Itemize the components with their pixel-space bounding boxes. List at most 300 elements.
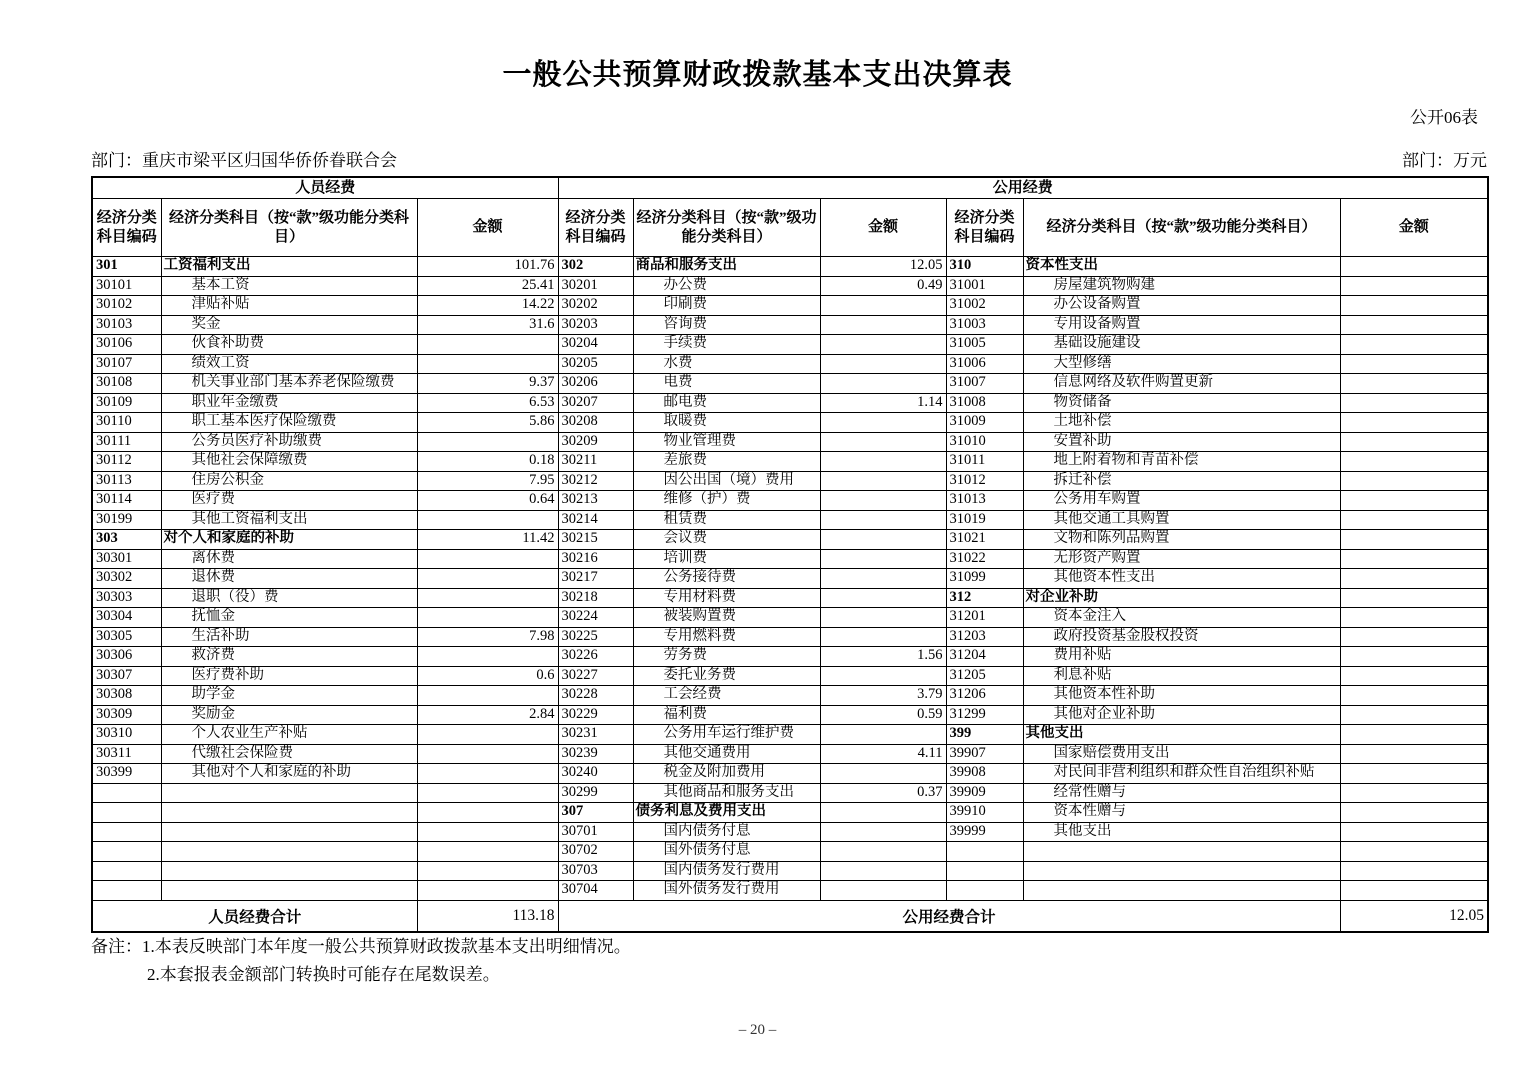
table-row: [92, 647, 1488, 667]
table-code-label: 公开06表: [1410, 108, 1478, 127]
column-header-code: 经济分类科目编码: [946, 199, 1023, 257]
cell-subject: 机关事业部门基本养老保险缴费: [161, 374, 417, 394]
cell-amount: [417, 608, 558, 628]
cell-code: 30211: [558, 452, 633, 472]
cell-amount: [417, 354, 558, 374]
cell-subject: 医疗费补助: [161, 666, 417, 686]
cell-subject: [1023, 861, 1340, 881]
column-header-amount: 金额: [820, 199, 946, 257]
cell-code: 310: [946, 257, 1023, 277]
cell-amount: 2.84: [417, 705, 558, 725]
unit-label: 部门：万元: [1402, 151, 1487, 170]
page-number: – 20 –: [738, 1022, 777, 1038]
cell-subject: 津贴补贴: [161, 296, 417, 316]
cell-code: 30310: [92, 725, 161, 745]
cell-code: 30107: [92, 354, 161, 374]
cell-subject: 大型修缮: [1023, 354, 1340, 374]
cell-subject: 工会经费: [633, 686, 820, 706]
cell-code: 303: [92, 530, 161, 550]
cell-amount: 4.11: [820, 744, 946, 764]
cell-amount: 12.05: [820, 257, 946, 277]
cell-code: 31012: [946, 471, 1023, 491]
footnote-1: 备注：1.本表反映部门本年度一般公共预算财政拨款基本支出明细情况。: [91, 937, 631, 956]
cell-amount: 14.22: [417, 296, 558, 316]
cell-code: 30305: [92, 627, 161, 647]
cell-amount: [820, 588, 946, 608]
cell-code: 39999: [946, 822, 1023, 842]
table-body: [92, 257, 1488, 901]
cell-subject: 地上附着物和青苗补偿: [1023, 452, 1340, 472]
personnel-total-amount: 113.18: [417, 900, 558, 932]
cell-amount: [820, 296, 946, 316]
cell-amount: [820, 432, 946, 452]
column-header-subject: 经济分类科目（按“款”级功能分类科目）: [161, 199, 417, 257]
cell-code: 30226: [558, 647, 633, 667]
table-row: [92, 257, 1488, 277]
cell-subject: 被装购置费: [633, 608, 820, 628]
table-row: [92, 374, 1488, 394]
cell-code: 30202: [558, 296, 633, 316]
cell-code: 301: [92, 257, 161, 277]
table-row: [92, 608, 1488, 628]
cell-subject: 基本工资: [161, 276, 417, 296]
table-header: [92, 177, 1488, 257]
cell-amount: [1340, 647, 1488, 667]
table-row: [92, 803, 1488, 823]
cell-amount: [1340, 315, 1488, 335]
cell-subject: 住房公积金: [161, 471, 417, 491]
section-header-personnel: 人员经费: [92, 177, 558, 199]
cell-code: [92, 881, 161, 901]
cell-amount: [417, 335, 558, 355]
public-total-label: 公用经费合计: [558, 900, 1340, 932]
cell-code: 30309: [92, 705, 161, 725]
table-row: [92, 686, 1488, 706]
footnotes: [91, 933, 631, 989]
cell-subject: 其他对企业补助: [1023, 705, 1340, 725]
section-header-row: [92, 177, 1488, 199]
cell-code: 30231: [558, 725, 633, 745]
cell-subject: 差旅费: [633, 452, 820, 472]
cell-code: 30112: [92, 452, 161, 472]
cell-amount: 7.95: [417, 471, 558, 491]
cell-subject: 手续费: [633, 335, 820, 355]
cell-code: [946, 842, 1023, 862]
cell-code: 31205: [946, 666, 1023, 686]
cell-subject: 其他社会保障缴费: [161, 452, 417, 472]
totals-row: [92, 900, 1488, 932]
cell-amount: 0.64: [417, 491, 558, 511]
cell-subject: 其他对个人和家庭的补助: [161, 764, 417, 784]
cell-subject: 绩效工资: [161, 354, 417, 374]
cell-subject: 其他交通费用: [633, 744, 820, 764]
table-row: [92, 413, 1488, 433]
cell-subject: 委托业务费: [633, 666, 820, 686]
cell-code: 30311: [92, 744, 161, 764]
cell-subject: 个人农业生产补贴: [161, 725, 417, 745]
cell-code: 31009: [946, 413, 1023, 433]
cell-amount: [820, 822, 946, 842]
cell-code: 30113: [92, 471, 161, 491]
cell-subject: 安置补助: [1023, 432, 1340, 452]
cell-subject: 资本性赠与: [1023, 803, 1340, 823]
cell-amount: [1340, 705, 1488, 725]
cell-code: 31006: [946, 354, 1023, 374]
section-header-public: 公用经费: [558, 177, 1488, 199]
table-row: [92, 549, 1488, 569]
cell-amount: 25.41: [417, 276, 558, 296]
cell-amount: [1340, 744, 1488, 764]
cell-subject: 工资福利支出: [161, 257, 417, 277]
table-row: [92, 588, 1488, 608]
cell-amount: [1340, 335, 1488, 355]
cell-code: 30702: [558, 842, 633, 862]
cell-subject: 退休费: [161, 569, 417, 589]
cell-subject: 劳务费: [633, 647, 820, 667]
table-row: [92, 744, 1488, 764]
cell-code: 30308: [92, 686, 161, 706]
cell-code: 30215: [558, 530, 633, 550]
cell-amount: 5.86: [417, 413, 558, 433]
cell-code: 30703: [558, 861, 633, 881]
cell-code: 307: [558, 803, 633, 823]
cell-subject: 职业年金缴费: [161, 393, 417, 413]
cell-subject: 国家赔偿费用支出: [1023, 744, 1340, 764]
cell-code: 30101: [92, 276, 161, 296]
cell-code: 302: [558, 257, 633, 277]
cell-code: [92, 803, 161, 823]
cell-amount: [417, 842, 558, 862]
cell-code: [92, 783, 161, 803]
cell-code: 30114: [92, 491, 161, 511]
cell-amount: [1340, 354, 1488, 374]
cell-code: 30306: [92, 647, 161, 667]
cell-subject: 拆迁补偿: [1023, 471, 1340, 491]
cell-code: 30207: [558, 393, 633, 413]
cell-amount: [1340, 374, 1488, 394]
cell-subject: 其他工资福利支出: [161, 510, 417, 530]
cell-amount: [820, 510, 946, 530]
table-row: [92, 491, 1488, 511]
cell-amount: [417, 744, 558, 764]
cell-amount: [417, 588, 558, 608]
cell-amount: [1340, 861, 1488, 881]
cell-amount: [820, 471, 946, 491]
cell-subject: 职工基本医疗保险缴费: [161, 413, 417, 433]
cell-amount: [820, 842, 946, 862]
cell-amount: [820, 335, 946, 355]
cell-amount: [1340, 627, 1488, 647]
cell-subject: 其他商品和服务支出: [633, 783, 820, 803]
cell-code: 31206: [946, 686, 1023, 706]
cell-amount: [1340, 764, 1488, 784]
cell-amount: [1340, 881, 1488, 901]
cell-subject: [161, 842, 417, 862]
table-row: [92, 725, 1488, 745]
table-row: [92, 432, 1488, 452]
cell-amount: 1.56: [820, 647, 946, 667]
cell-amount: [1340, 842, 1488, 862]
cell-subject: [161, 881, 417, 901]
cell-subject: 对个人和家庭的补助: [161, 530, 417, 550]
cell-subject: 印刷费: [633, 296, 820, 316]
cell-code: 30701: [558, 822, 633, 842]
cell-amount: [820, 530, 946, 550]
cell-subject: 物资储备: [1023, 393, 1340, 413]
cell-code: 30201: [558, 276, 633, 296]
cell-amount: [1340, 725, 1488, 745]
cell-subject: 债务利息及费用支出: [633, 803, 820, 823]
cell-amount: [1340, 510, 1488, 530]
cell-amount: [1340, 296, 1488, 316]
cell-subject: 退职（役）费: [161, 588, 417, 608]
cell-code: 30209: [558, 432, 633, 452]
cell-subject: 伙食补助费: [161, 335, 417, 355]
cell-code: 30216: [558, 549, 633, 569]
cell-amount: [1340, 783, 1488, 803]
cell-subject: 公务用车购置: [1023, 491, 1340, 511]
cell-amount: [820, 861, 946, 881]
cell-subject: [161, 803, 417, 823]
cell-code: 30240: [558, 764, 633, 784]
cell-amount: [820, 881, 946, 901]
cell-amount: [1340, 491, 1488, 511]
cell-code: 30218: [558, 588, 633, 608]
cell-code: 31099: [946, 569, 1023, 589]
cell-code: 31204: [946, 647, 1023, 667]
cell-amount: [1340, 432, 1488, 452]
cell-amount: [417, 686, 558, 706]
table-row: [92, 335, 1488, 355]
cell-subject: 抚恤金: [161, 608, 417, 628]
cell-subject: 福利费: [633, 705, 820, 725]
cell-amount: [820, 627, 946, 647]
cell-amount: 6.53: [417, 393, 558, 413]
cell-code: [946, 861, 1023, 881]
cell-code: 39909: [946, 783, 1023, 803]
cell-code: 39907: [946, 744, 1023, 764]
cell-code: 31203: [946, 627, 1023, 647]
table-row: [92, 705, 1488, 725]
cell-amount: [820, 549, 946, 569]
cell-code: [946, 881, 1023, 901]
cell-subject: 离休费: [161, 549, 417, 569]
cell-code: 31013: [946, 491, 1023, 511]
column-header-amount: 金额: [417, 199, 558, 257]
cell-subject: 专用燃料费: [633, 627, 820, 647]
cell-code: [92, 861, 161, 881]
cell-code: 30301: [92, 549, 161, 569]
cell-subject: 商品和服务支出: [633, 257, 820, 277]
cell-subject: 专用材料费: [633, 588, 820, 608]
cell-subject: 国外债务发行费用: [633, 881, 820, 901]
budget-table: [91, 176, 1489, 933]
cell-code: 31010: [946, 432, 1023, 452]
cell-subject: 医疗费: [161, 491, 417, 511]
cell-amount: [1340, 666, 1488, 686]
cell-code: 31022: [946, 549, 1023, 569]
cell-subject: 国内债务发行费用: [633, 861, 820, 881]
cell-code: 31201: [946, 608, 1023, 628]
cell-code: 30304: [92, 608, 161, 628]
cell-code: 30199: [92, 510, 161, 530]
cell-amount: 1.14: [820, 393, 946, 413]
cell-code: 39910: [946, 803, 1023, 823]
cell-code: 30111: [92, 432, 161, 452]
cell-code: 31001: [946, 276, 1023, 296]
cell-amount: [820, 569, 946, 589]
cell-amount: [417, 822, 558, 842]
cell-amount: 0.6: [417, 666, 558, 686]
cell-code: 30217: [558, 569, 633, 589]
column-header-row: [92, 199, 1488, 257]
table-row: [92, 881, 1488, 901]
cell-code: 31007: [946, 374, 1023, 394]
table-row: [92, 783, 1488, 803]
cell-subject: [161, 783, 417, 803]
cell-subject: 专用设备购置: [1023, 315, 1340, 335]
cell-amount: [820, 725, 946, 745]
cell-subject: 电费: [633, 374, 820, 394]
cell-subject: 维修（护）费: [633, 491, 820, 511]
table-row: [92, 296, 1488, 316]
cell-code: 30307: [92, 666, 161, 686]
cell-subject: 基础设施建设: [1023, 335, 1340, 355]
cell-amount: 3.79: [820, 686, 946, 706]
cell-amount: 0.18: [417, 452, 558, 472]
table-row: [92, 471, 1488, 491]
cell-code: 30109: [92, 393, 161, 413]
department-label: 部门：重庆市梁平区归国华侨侨眷联合会: [91, 151, 397, 170]
cell-code: 30206: [558, 374, 633, 394]
cell-code: 30204: [558, 335, 633, 355]
cell-code: 31299: [946, 705, 1023, 725]
cell-code: 39908: [946, 764, 1023, 784]
table-row: [92, 627, 1488, 647]
cell-subject: 奖励金: [161, 705, 417, 725]
public-total-amount: 12.05: [1340, 900, 1488, 932]
cell-amount: [820, 491, 946, 511]
cell-amount: [1340, 588, 1488, 608]
cell-subject: 代缴社会保险费: [161, 744, 417, 764]
cell-subject: 其他交通工具购置: [1023, 510, 1340, 530]
cell-subject: 政府投资基金股权投资: [1023, 627, 1340, 647]
cell-amount: [1340, 569, 1488, 589]
table-row: [92, 315, 1488, 335]
cell-amount: 0.37: [820, 783, 946, 803]
cell-code: 30303: [92, 588, 161, 608]
cell-subject: 其他资本性补助: [1023, 686, 1340, 706]
cell-amount: [1340, 803, 1488, 823]
cell-code: 30214: [558, 510, 633, 530]
cell-subject: 助学金: [161, 686, 417, 706]
cell-amount: [1340, 452, 1488, 472]
cell-amount: 0.49: [820, 276, 946, 296]
cell-subject: 国外债务付息: [633, 842, 820, 862]
cell-amount: [1340, 257, 1488, 277]
cell-amount: 101.76: [417, 257, 558, 277]
cell-amount: 0.59: [820, 705, 946, 725]
cell-subject: 无形资产购置: [1023, 549, 1340, 569]
cell-amount: [417, 783, 558, 803]
cell-code: 31019: [946, 510, 1023, 530]
footnote-2: 2.本套报表金额部门转换时可能存在尾数误差。: [147, 965, 500, 984]
cell-subject: [161, 822, 417, 842]
cell-subject: 利息补贴: [1023, 666, 1340, 686]
table-row: [92, 510, 1488, 530]
page-title: 一般公共预算财政拨款基本支出决算表: [502, 59, 1013, 91]
cell-amount: 7.98: [417, 627, 558, 647]
cell-amount: [820, 315, 946, 335]
cell-code: 312: [946, 588, 1023, 608]
cell-code: 30203: [558, 315, 633, 335]
table-row: [92, 393, 1488, 413]
cell-subject: 邮电费: [633, 393, 820, 413]
cell-subject: 其他支出: [1023, 725, 1340, 745]
cell-subject: 公务员医疗补助缴费: [161, 432, 417, 452]
cell-subject: 文物和陈列品购置: [1023, 530, 1340, 550]
cell-subject: 税金及附加费用: [633, 764, 820, 784]
cell-amount: [417, 764, 558, 784]
cell-code: 30228: [558, 686, 633, 706]
cell-subject: 取暖费: [633, 413, 820, 433]
cell-subject: 国内债务付息: [633, 822, 820, 842]
cell-subject: 因公出国（境）费用: [633, 471, 820, 491]
cell-code: 30103: [92, 315, 161, 335]
table-row: [92, 842, 1488, 862]
cell-subject: 经常性赠与: [1023, 783, 1340, 803]
cell-amount: [417, 861, 558, 881]
cell-code: 30102: [92, 296, 161, 316]
cell-code: 30110: [92, 413, 161, 433]
cell-code: [92, 842, 161, 862]
cell-code: 30213: [558, 491, 633, 511]
cell-subject: 租赁费: [633, 510, 820, 530]
cell-code: 30208: [558, 413, 633, 433]
cell-subject: 信息网络及软件购置更新: [1023, 374, 1340, 394]
column-header-code: 经济分类科目编码: [92, 199, 161, 257]
column-header-amount: 金额: [1340, 199, 1488, 257]
cell-amount: [1340, 393, 1488, 413]
cell-code: 30229: [558, 705, 633, 725]
cell-amount: [1340, 822, 1488, 842]
cell-amount: [417, 569, 558, 589]
cell-amount: 31.6: [417, 315, 558, 335]
cell-amount: [820, 452, 946, 472]
cell-amount: [820, 764, 946, 784]
cell-code: 30224: [558, 608, 633, 628]
cell-amount: [1340, 608, 1488, 628]
cell-subject: [1023, 842, 1340, 862]
table-row: [92, 822, 1488, 842]
cell-subject: 公务接待费: [633, 569, 820, 589]
cell-code: [92, 822, 161, 842]
table-row: [92, 452, 1488, 472]
cell-amount: [417, 803, 558, 823]
table-row: [92, 764, 1488, 784]
table-footer: [92, 900, 1488, 932]
cell-code: 30205: [558, 354, 633, 374]
cell-subject: 培训费: [633, 549, 820, 569]
cell-amount: [820, 413, 946, 433]
cell-subject: 咨询费: [633, 315, 820, 335]
table-row: [92, 354, 1488, 374]
cell-amount: [820, 666, 946, 686]
table-row: [92, 666, 1488, 686]
cell-subject: 对民间非营利组织和群众性自治组织补贴: [1023, 764, 1340, 784]
cell-amount: [1340, 549, 1488, 569]
cell-amount: [417, 725, 558, 745]
